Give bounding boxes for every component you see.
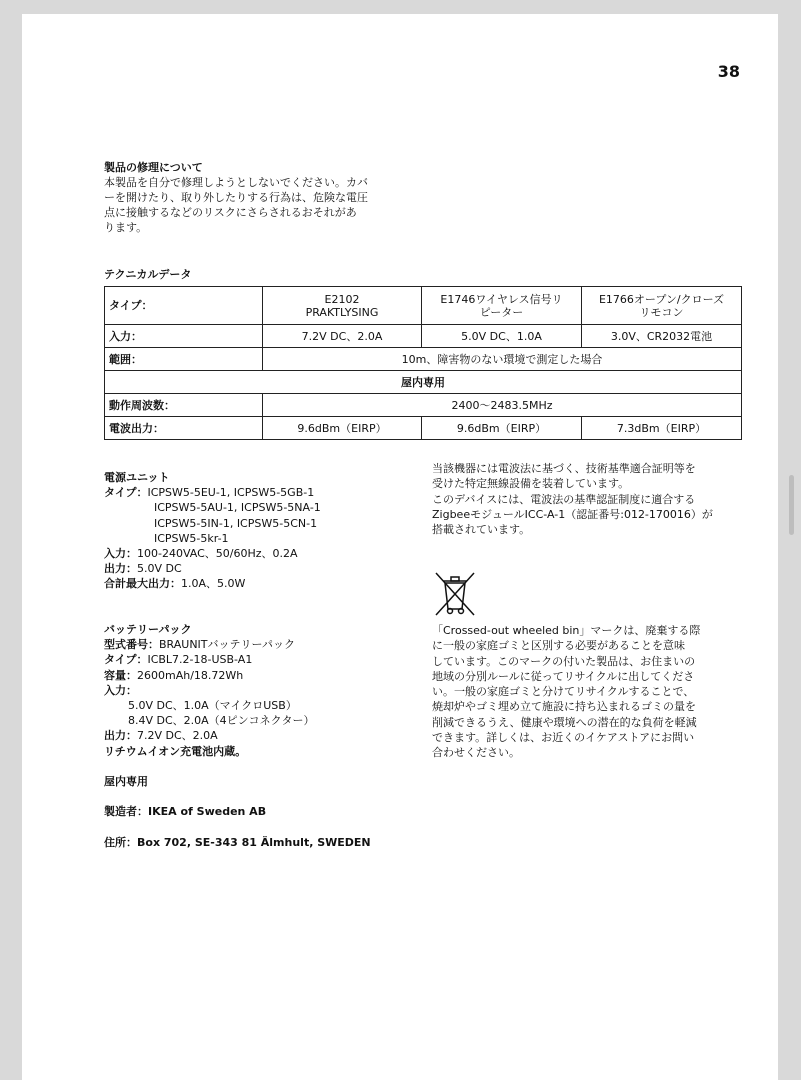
indoor-only-text: 屋内専用 [104,775,148,789]
technical-data-heading: テクニカルデータ [104,268,192,281]
weee-text [432,623,700,761]
battery-heading: バッテリーパック [104,623,192,636]
input-cell: 5.0V DC、1.0A [422,325,582,348]
radio-power-label: 電波出力： [105,417,263,440]
battery-input-line: 8.4V DC、2.0A（4ピンコネクター） [128,714,315,728]
radio-law-line: このデバイスには、電波法の基準認証制度に適合する [432,492,696,506]
weee-line: できます。詳しくは、お近くのイケアストアにお問い [432,731,695,745]
weee-line: に一般の家庭ゴミと区別する必要があることを意味 [432,639,685,653]
battery-model: 型式番号：BRAUNITバッテリーパック [104,638,295,652]
power-unit-output: 出力：5.0V DC [104,562,182,576]
document-page [22,14,778,1080]
repair-line: 本製品を自分で修理しようとしないでください。カバ [104,176,368,189]
power-unit-input: 入力：100-240VAC、50/60Hz、0.2A [104,547,298,561]
battery-input-line: 5.0V DC、1.0A（マイクロUSB） [128,699,297,713]
type-cell-e2102: E2102 PRAKTLYSING [263,287,422,325]
radio-law-line: ZigbeeモジュールICC-A-1（認証番号:012-170016）が [432,507,713,521]
table-row [105,417,742,440]
repair-heading: 製品の修理について [104,161,203,174]
technical-data-table [104,286,742,440]
table-row [105,348,742,371]
scrollbar-thumb[interactable] [789,475,794,535]
radio-power-cell: 9.6dBm（EIRP） [422,417,582,440]
type-label: タイプ： [105,287,263,325]
table-row [105,394,742,417]
radio-law-line: 受けた特定無線設備を装着しています。 [432,477,630,491]
radio-law-line: 当該機器には電波法に基づく、技術基準適合証明等を [432,462,696,475]
weee-line: 地域の分別ルールに従ってリサイクルに出してくださ [432,669,695,683]
frequency-cell: 2400～2483.5MHz [263,394,742,417]
battery-input-label: 入力： [104,683,137,697]
power-unit-max-output: 合計最大出力：1.0A、5.0W [104,577,246,591]
manufacturer: 製造者：IKEA of Sweden AB [104,805,267,819]
repair-line: ーを開けたり、取り外したりする行為は、危険な電圧 [104,191,368,204]
weee-line: い。一般の家庭ゴミと分けてリサイクルすることで、 [432,685,695,699]
radio-law-text [432,461,713,537]
frequency-label: 動作周波数： [105,394,263,417]
type-cell-e1766: E1766オープン/クローズ リモコン [582,287,742,325]
table-row [105,325,742,348]
power-unit-type-line: ICPSW5-5AU-1, ICPSW5-5NA-1 [154,501,321,515]
repair-text [104,175,368,235]
address: 住所：Box 702, SE-343 81 Älmhult, SWEDEN [104,835,371,849]
weee-line: しています。このマークの付いた製品は、お住まいの [432,654,696,668]
indoor-only-cell: 屋内専用 [105,371,742,394]
repair-line: 点に接触するなどのリスクにさらされるおそれがあ [104,206,357,219]
input-label: 入力： [105,325,263,348]
range-label: 範囲： [105,348,263,371]
radio-law-line: 搭載されています。 [432,523,531,537]
input-cell: 7.2V DC、2.0A [263,325,422,348]
power-unit-heading: 電源ユニット [104,471,170,484]
table-row [105,371,742,394]
weee-line: 「Crossed-out wheeled bin」マークは、廃棄する際 [432,624,701,637]
battery-capacity: 容量：2600mAh/18.72Wh [104,668,244,682]
input-cell: 3.0V、CR2032電池 [582,325,742,348]
table-row [105,287,742,325]
weee-line: 焼却炉やゴミ埋め立て施設に持ち込まれるゴミの量を [432,700,696,714]
left-column [104,470,371,850]
radio-power-cell: 7.3dBm（EIRP） [582,417,742,440]
battery-output: 出力：7.2V DC、2.0A [104,729,218,743]
power-unit-type-line: ICPSW5-5IN-1, ICPSW5-5CN-1 [154,516,318,530]
page-number: 38 [717,62,740,81]
battery-note: リチウムイオン充電池内蔵。 [104,744,247,758]
battery-type: タイプ：ICBL7.2-18-USB-A1 [104,653,253,667]
weee-line: 合わせください。 [432,746,520,760]
power-unit-type: タイプ：ICPSW5-5EU-1, ICPSW5-5GB-1 [104,486,315,500]
crossed-out-wheeled-bin-icon [432,571,478,617]
repair-line: ります。 [104,221,148,234]
radio-power-cell: 9.6dBm（EIRP） [263,417,422,440]
type-cell-e1746: E1746ワイヤレス信号リ ピーター [422,287,582,325]
range-cell: 10m、障害物のない環境で測定した場合 [263,348,742,371]
power-unit-type-line: ICPSW5-5kr-1 [154,531,229,545]
weee-line: 削減できるうえ、健康や環境への潜在的な負荷を軽減 [432,715,697,729]
